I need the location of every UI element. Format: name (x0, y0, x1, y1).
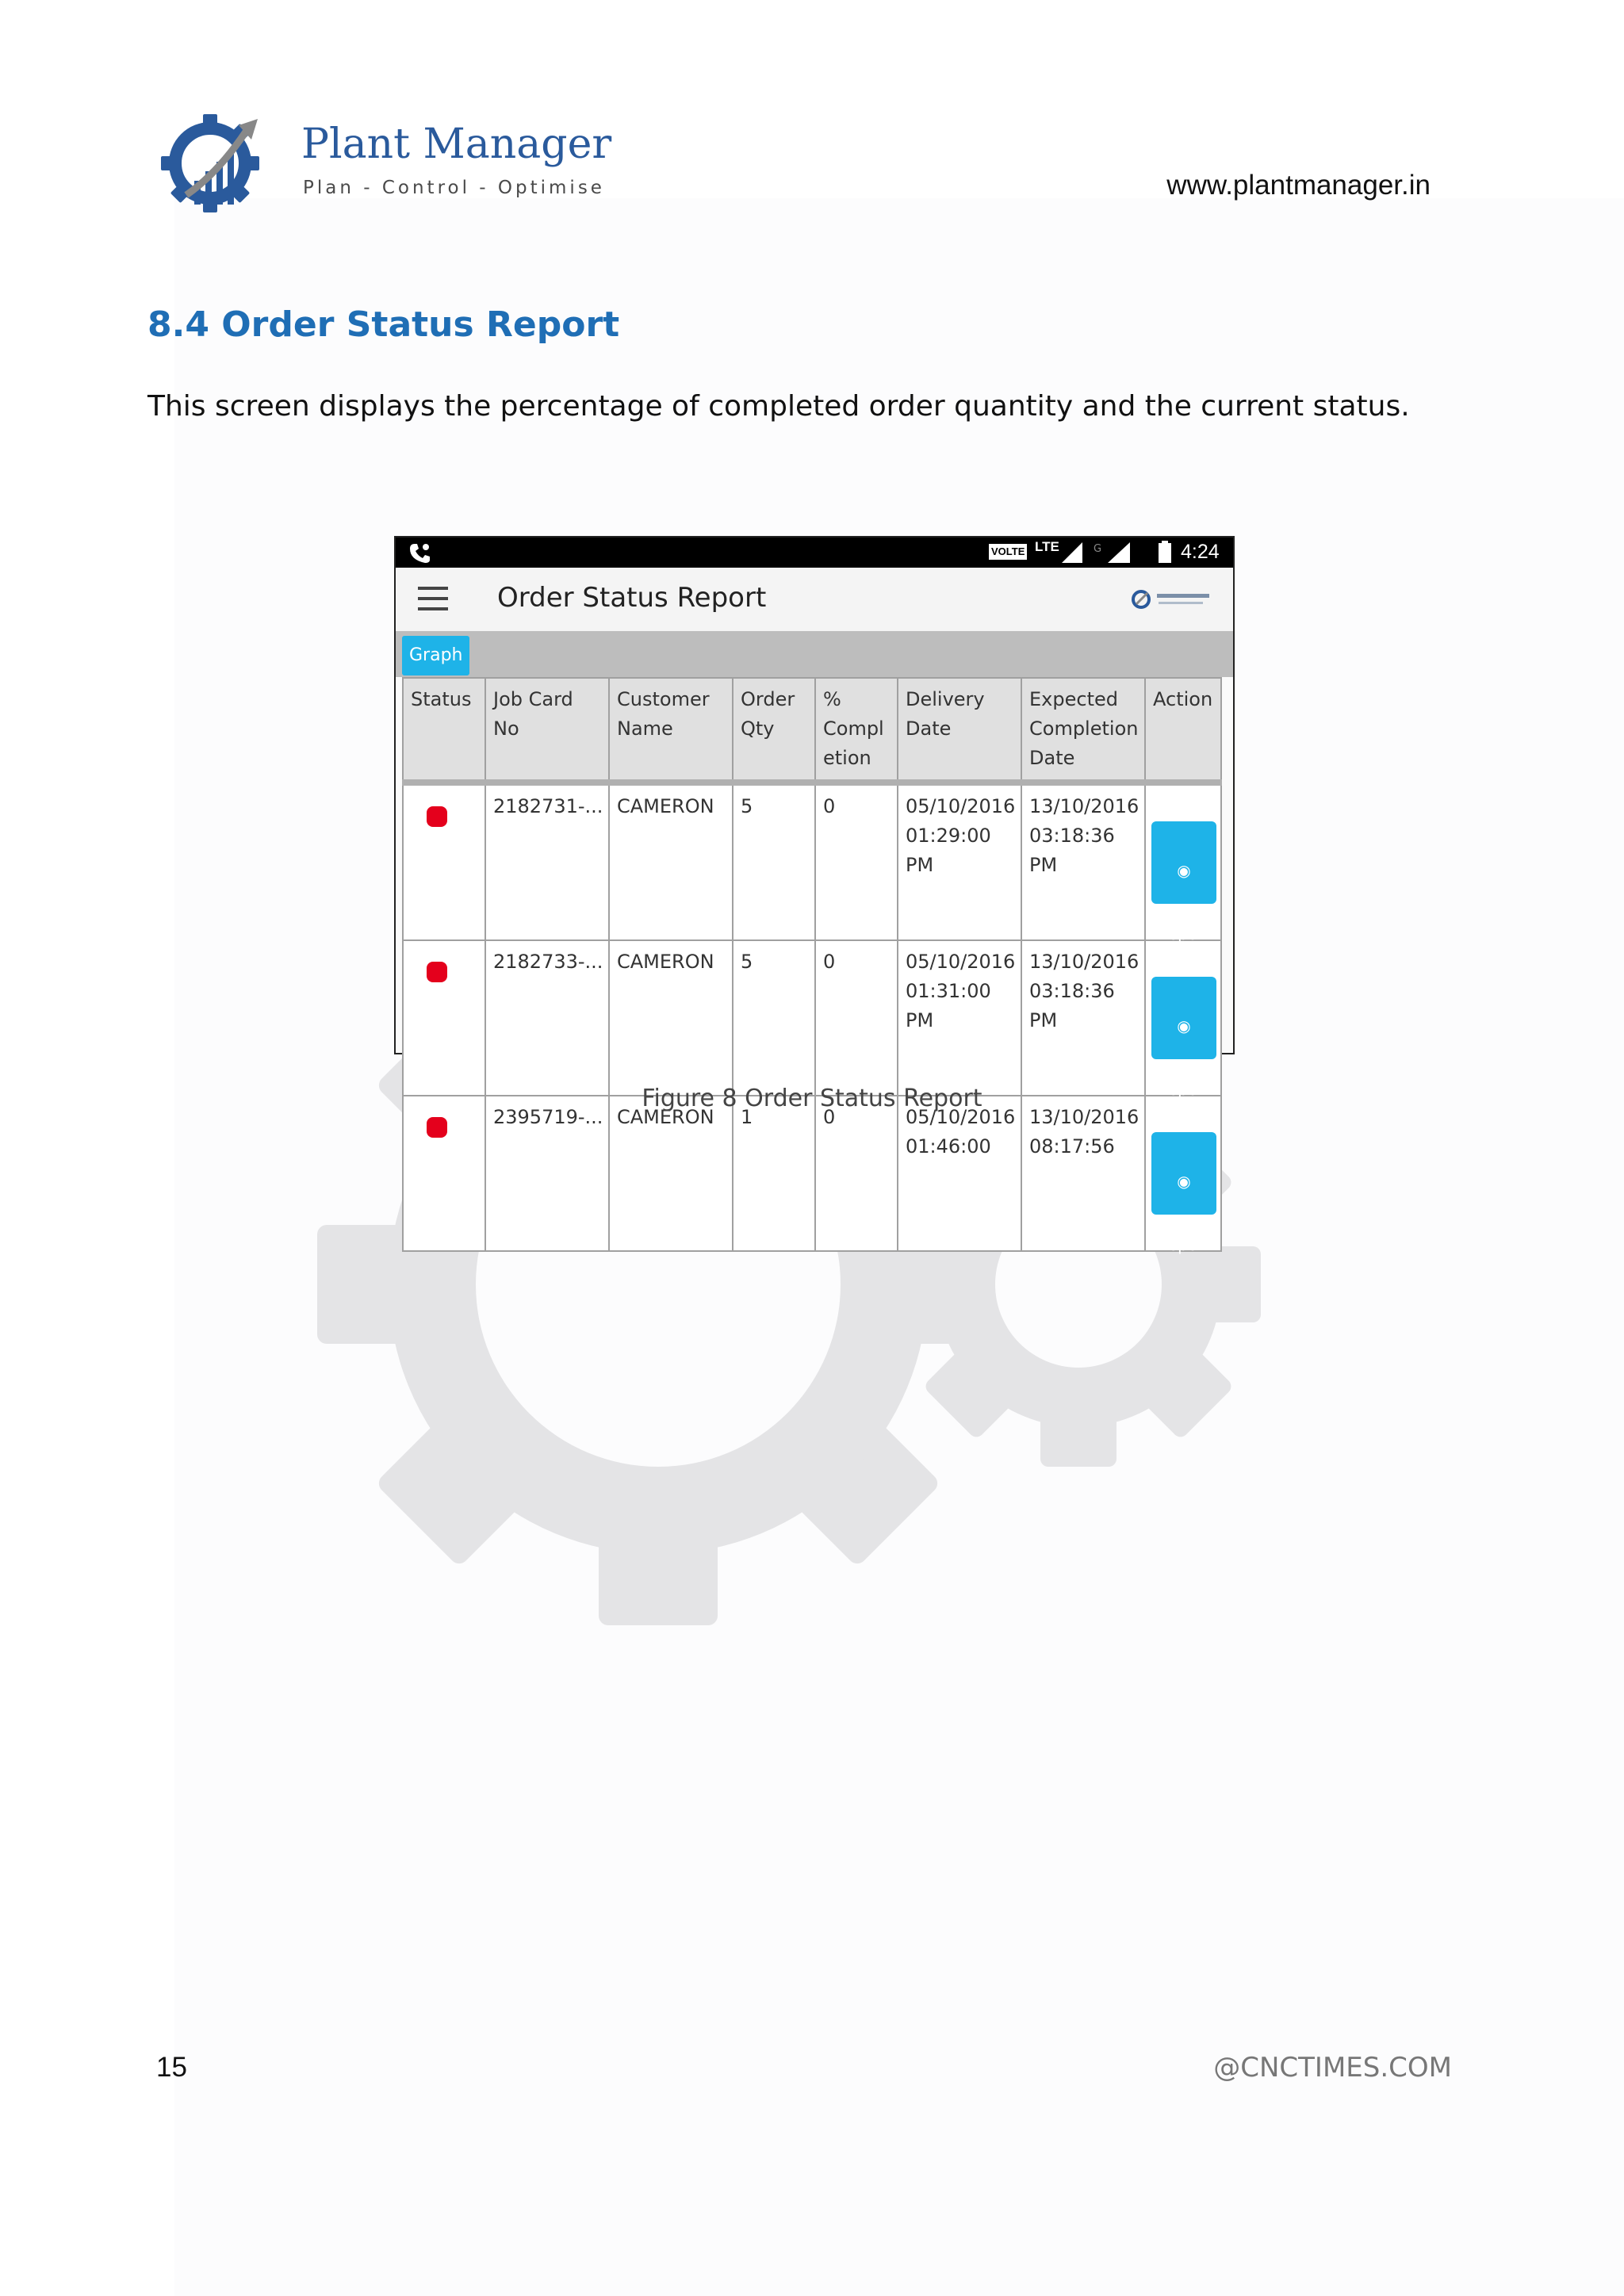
table-row[interactable] (403, 1096, 1221, 1251)
eye-icon: ◉ (1177, 1016, 1191, 1035)
section-title: 8.4 Order Status Report (147, 304, 620, 345)
website-url[interactable]: www.plantmanager.in (1166, 170, 1431, 201)
report-button[interactable] (1151, 977, 1216, 1099)
delivery-date-cell: 05/10/2016 01:31:00 PM (898, 940, 1021, 1096)
svg-text:G: G (1094, 543, 1102, 555)
column-header-status[interactable]: Status (403, 678, 485, 783)
report-button[interactable] (1151, 821, 1216, 943)
network-label: LTE (1035, 539, 1059, 554)
completion-cell: 0 (815, 783, 898, 940)
table-row[interactable] (403, 940, 1221, 1096)
action-cell (1145, 940, 1221, 1099)
logo-name: Plant Manager (301, 121, 612, 168)
action-cell (1145, 783, 1221, 943)
status-indicator (427, 1117, 447, 1138)
job-card-cell: 2182731-... (485, 783, 609, 940)
app-bar (396, 568, 1233, 632)
status-cell (403, 783, 485, 940)
volte-badge: VOLTE (989, 544, 1027, 560)
eye-icon: ◉ (1177, 1172, 1191, 1191)
expected-completion-cell: 13/10/2016 08:17:56 (1021, 1096, 1145, 1251)
customer-cell: CAMERON (609, 940, 733, 1096)
expected-completion-cell: 13/10/2016 03:18:36 PM (1021, 940, 1145, 1096)
clock: 4:24 (1181, 541, 1220, 563)
action-cell (1145, 1096, 1221, 1254)
app-title: Order Status Report (497, 582, 767, 614)
plant-manager-small-logo-icon (1130, 584, 1217, 615)
battery-icon (1157, 541, 1173, 564)
status-cell (403, 940, 485, 1096)
graph-button[interactable]: Graph (402, 636, 469, 675)
column-header-expected-completion[interactable]: Expected Completion Date (1021, 678, 1145, 783)
column-header-delivery-date[interactable]: Delivery Date (898, 678, 1021, 783)
report-label: Report (1157, 1080, 1211, 1099)
column-header-action[interactable]: Action (1145, 678, 1221, 783)
table-row[interactable] (403, 783, 1221, 940)
delivery-date-cell: 05/10/2016 01:29:00 PM (898, 783, 1021, 940)
toolbar (396, 631, 1233, 677)
status-indicator (427, 962, 447, 982)
signal-icon (1062, 541, 1157, 564)
delivery-date-cell: 05/10/2016 01:46:00 (898, 1096, 1021, 1251)
logo-tagline: Plan - Control - Optimise (303, 178, 605, 198)
report-button[interactable] (1151, 1132, 1216, 1254)
order-status-table (402, 677, 1222, 1252)
order-qty-cell: 1 (733, 1096, 815, 1251)
status-indicator (427, 806, 447, 827)
customer-cell: CAMERON (609, 783, 733, 940)
expected-completion-cell: 13/10/2016 03:18:36 PM (1021, 783, 1145, 940)
column-header-customer[interactable]: Customer Name (609, 678, 733, 783)
customer-cell: CAMERON (609, 1096, 733, 1251)
completion-cell: 0 (815, 1096, 898, 1251)
intro-paragraph: This screen displays the percentage of completed order quantity and the current status. (147, 390, 1410, 423)
report-label: Report (1157, 1235, 1211, 1254)
order-qty-cell: 5 (733, 940, 815, 1096)
footer-credit: @CNCTIMES.COM (1213, 2052, 1452, 2084)
column-header-completion[interactable]: % Compl etion (815, 678, 898, 783)
status-cell (403, 1096, 485, 1251)
table-header-row (403, 678, 1221, 783)
eye-icon: ◉ (1177, 861, 1191, 880)
plant-manager-logo (119, 101, 612, 220)
order-qty-cell: 5 (733, 783, 815, 940)
page-number: 15 (156, 2052, 187, 2083)
menu-icon[interactable] (418, 587, 448, 610)
status-bar (396, 538, 1233, 568)
phone-icon (407, 541, 434, 564)
figure-caption: Figure 8 Order Status Report (642, 1085, 982, 1112)
job-card-cell: 2395719-... (485, 1096, 609, 1251)
column-header-job-card[interactable]: Job Card No (485, 678, 609, 783)
report-label: Report (1157, 924, 1211, 943)
job-card-cell: 2182733-... (485, 940, 609, 1096)
completion-cell: 0 (815, 940, 898, 1096)
gear-chart-logo-icon (163, 101, 282, 220)
column-header-order-qty[interactable]: Order Qty (733, 678, 815, 783)
